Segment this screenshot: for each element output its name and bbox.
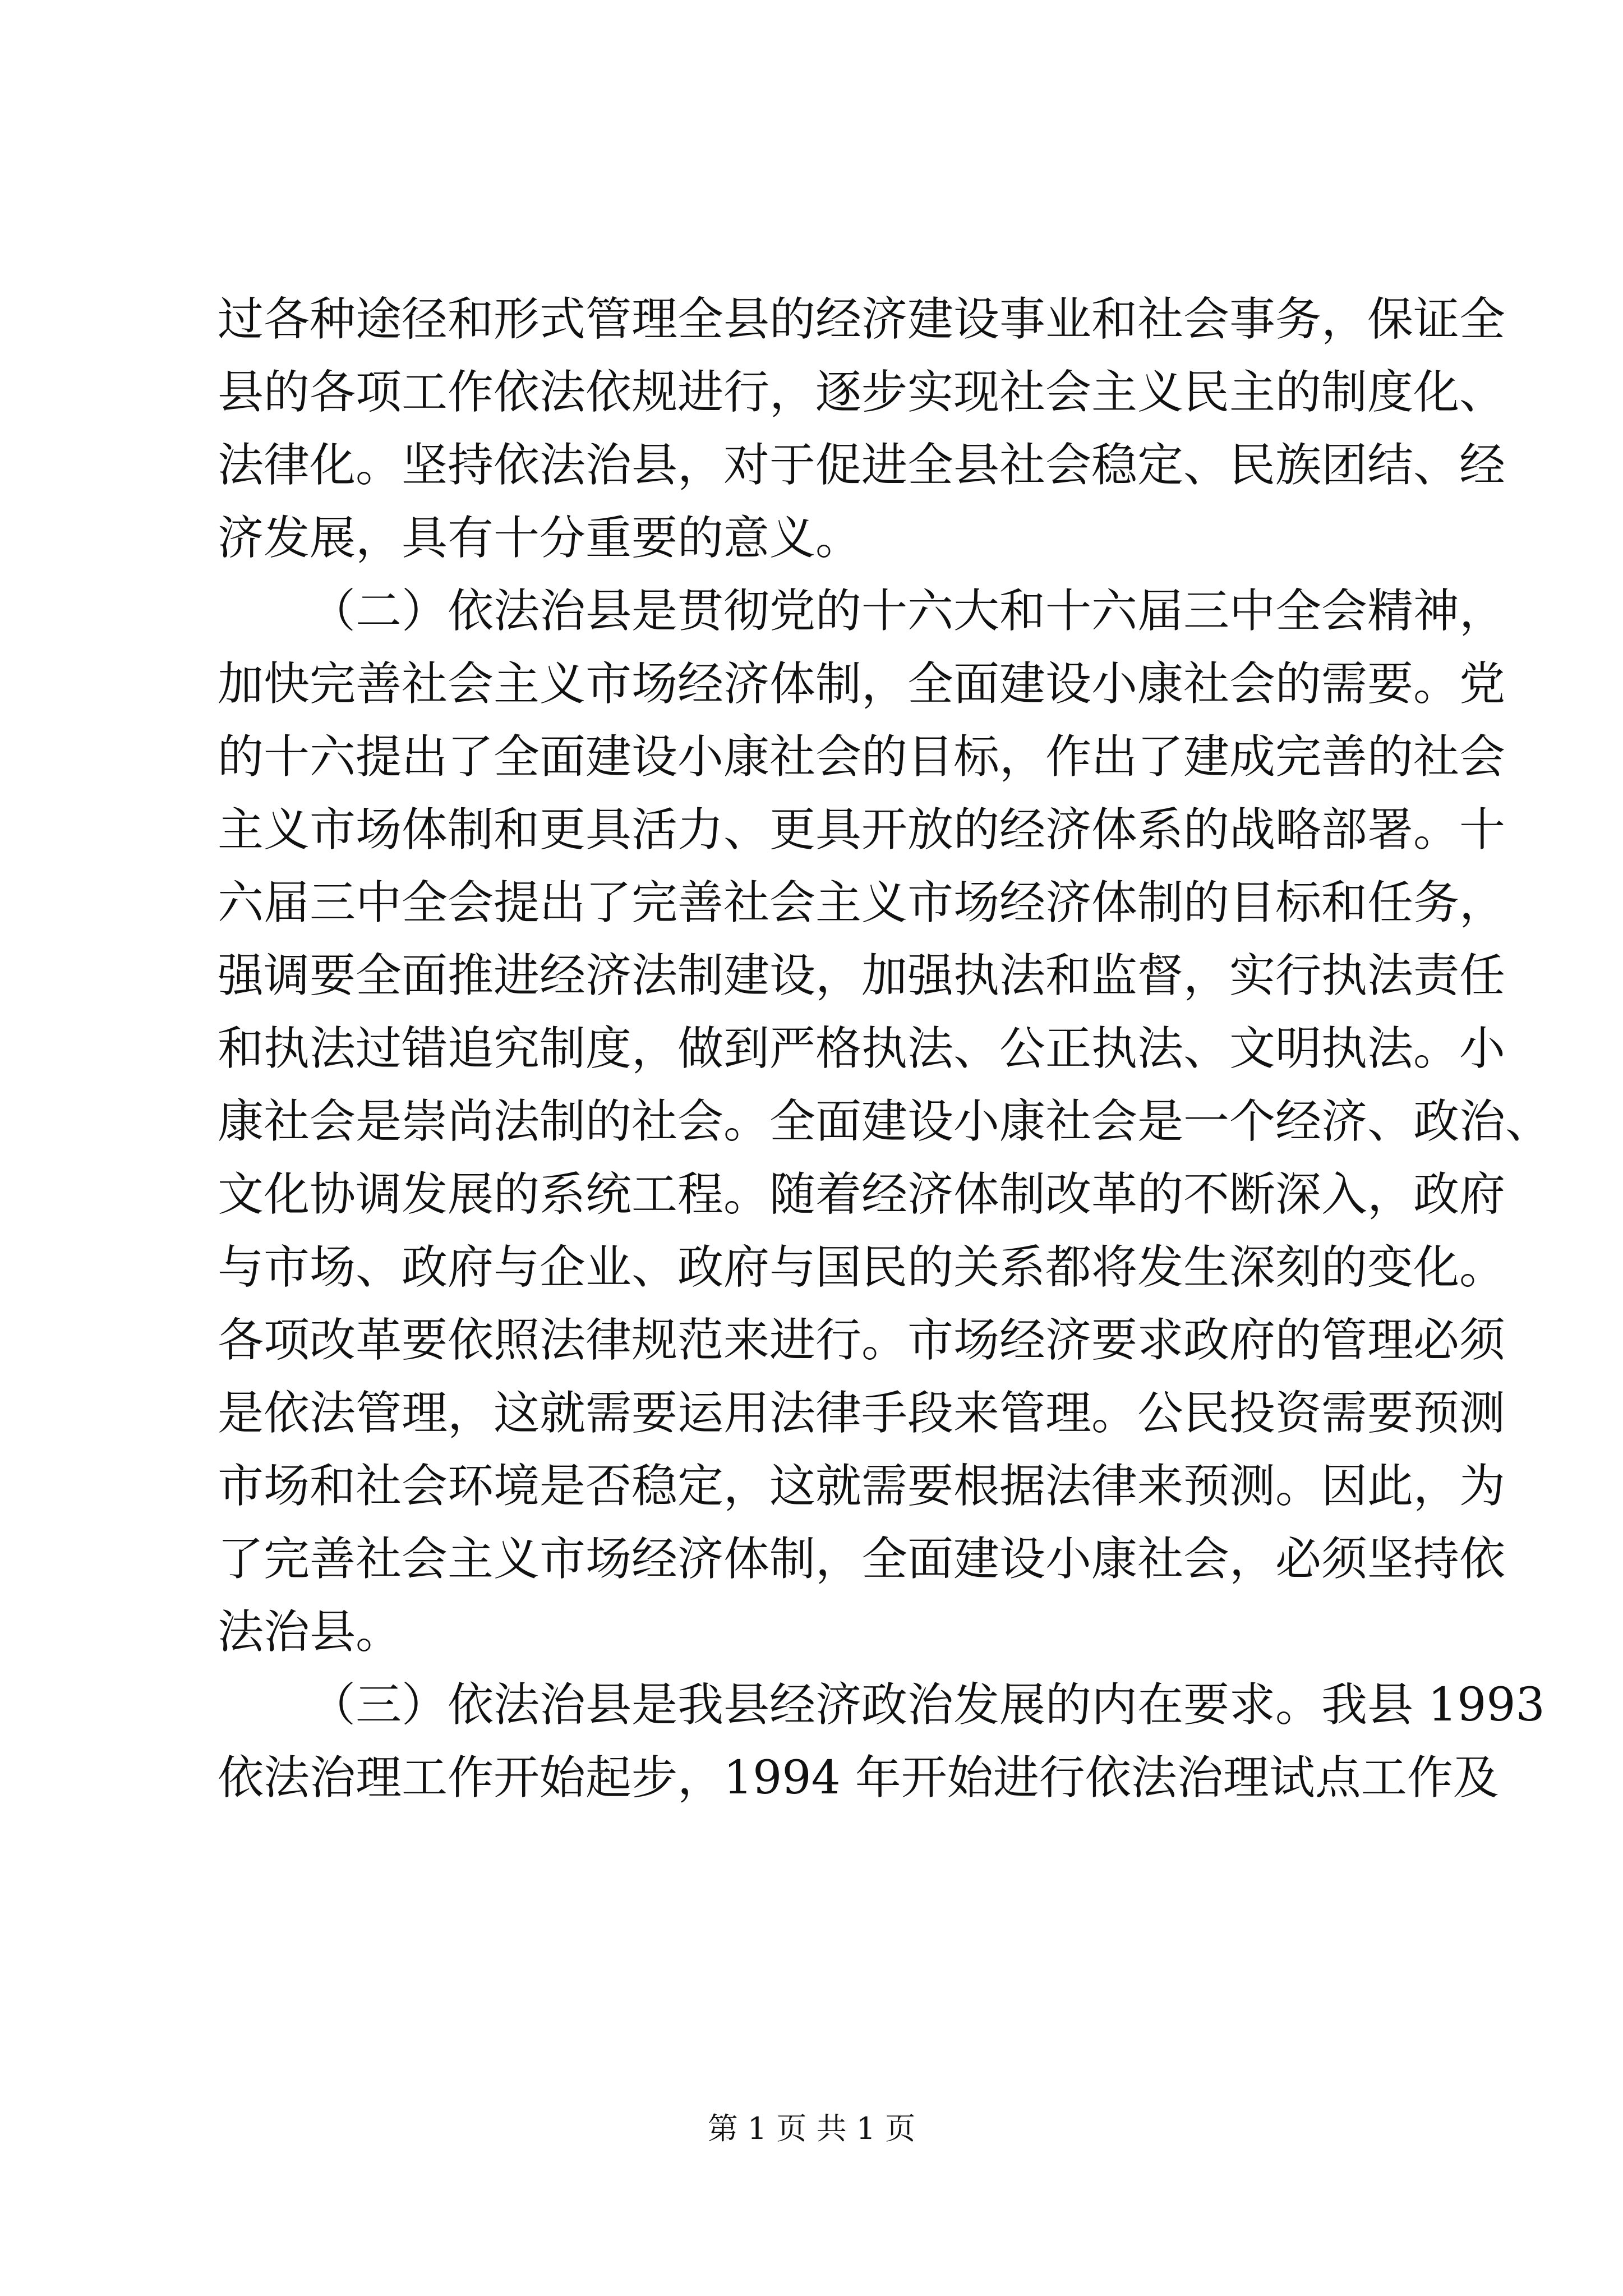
text-line-4: 济发展，具有十分重要的意义。: [218, 512, 862, 565]
text-line-17: 市场和社会环境是否稳定，这就需要根据法律来预测。因此，为: [218, 1460, 1506, 1513]
text-line-19: 法治县。: [218, 1605, 402, 1659]
text-line-3: 法律化。坚持依法治县，对于促进全县社会稳定、民族团结、经: [218, 439, 1506, 492]
paragraph-2-first-line: （二）依法治县是贯彻党的十六大和十六届三中全会精神，: [310, 585, 1506, 638]
text-line-1: 过各种途径和形式管理全县的经济建设事业和社会事务，保证全: [218, 293, 1506, 346]
body-text: [218, 283, 1552, 1815]
text-line-10: 强调要全面推进经济法制建设，加强执法和监督，实行执法责任: [218, 949, 1506, 1002]
text-line-7: 的十六提出了全面建设小康社会的目标，作出了建成完善的社会: [218, 730, 1506, 784]
text-line-8: 主义市场体制和更具活力、更具开放的经济体系的战略部署。十: [218, 803, 1506, 857]
page-footer: 第 1 页 共 1 页: [707, 2111, 916, 2146]
text-line-15: 各项改革要依照法律规范来进行。市场经济要求政府的管理必须: [218, 1314, 1506, 1367]
text-line-21: 依法治理工作开始起步，1994 年开始进行依法治理试点工作及: [218, 1751, 1499, 1805]
text-line-12: 康社会是崇尚法制的社会。全面建设小康社会是一个经济、政治、: [218, 1095, 1552, 1148]
text-line-6: 加快完善社会主义市场经济体制，全面建设小康社会的需要。党: [218, 657, 1506, 711]
text-line-9: 六届三中全会提出了完善社会主义市场经济体制的目标和任务，: [218, 876, 1506, 930]
text-line-16: 是依法管理，这就需要运用法律手段来管理。公民投资需要预测: [218, 1387, 1506, 1440]
paragraph-3-first-line: （三）依法治县是我县经济政治发展的内在要求。我县 1993: [310, 1678, 1545, 1732]
text-line-11: 和执法过错追究制度，做到严格执法、公正执法、文明执法。小: [218, 1022, 1506, 1075]
text-line-2: 县的各项工作依法依规进行，逐步实现社会主义民主的制度化、: [218, 366, 1506, 419]
text-line-13: 文化协调发展的系统工程。随着经济体制改革的不断深入，政府: [218, 1168, 1506, 1221]
text-line-18: 了完善社会主义市场经济体制，全面建设小康社会，必须坚持依: [218, 1533, 1506, 1586]
text-line-14: 与市场、政府与企业、政府与国民的关系都将发生深刻的变化。: [218, 1241, 1506, 1294]
